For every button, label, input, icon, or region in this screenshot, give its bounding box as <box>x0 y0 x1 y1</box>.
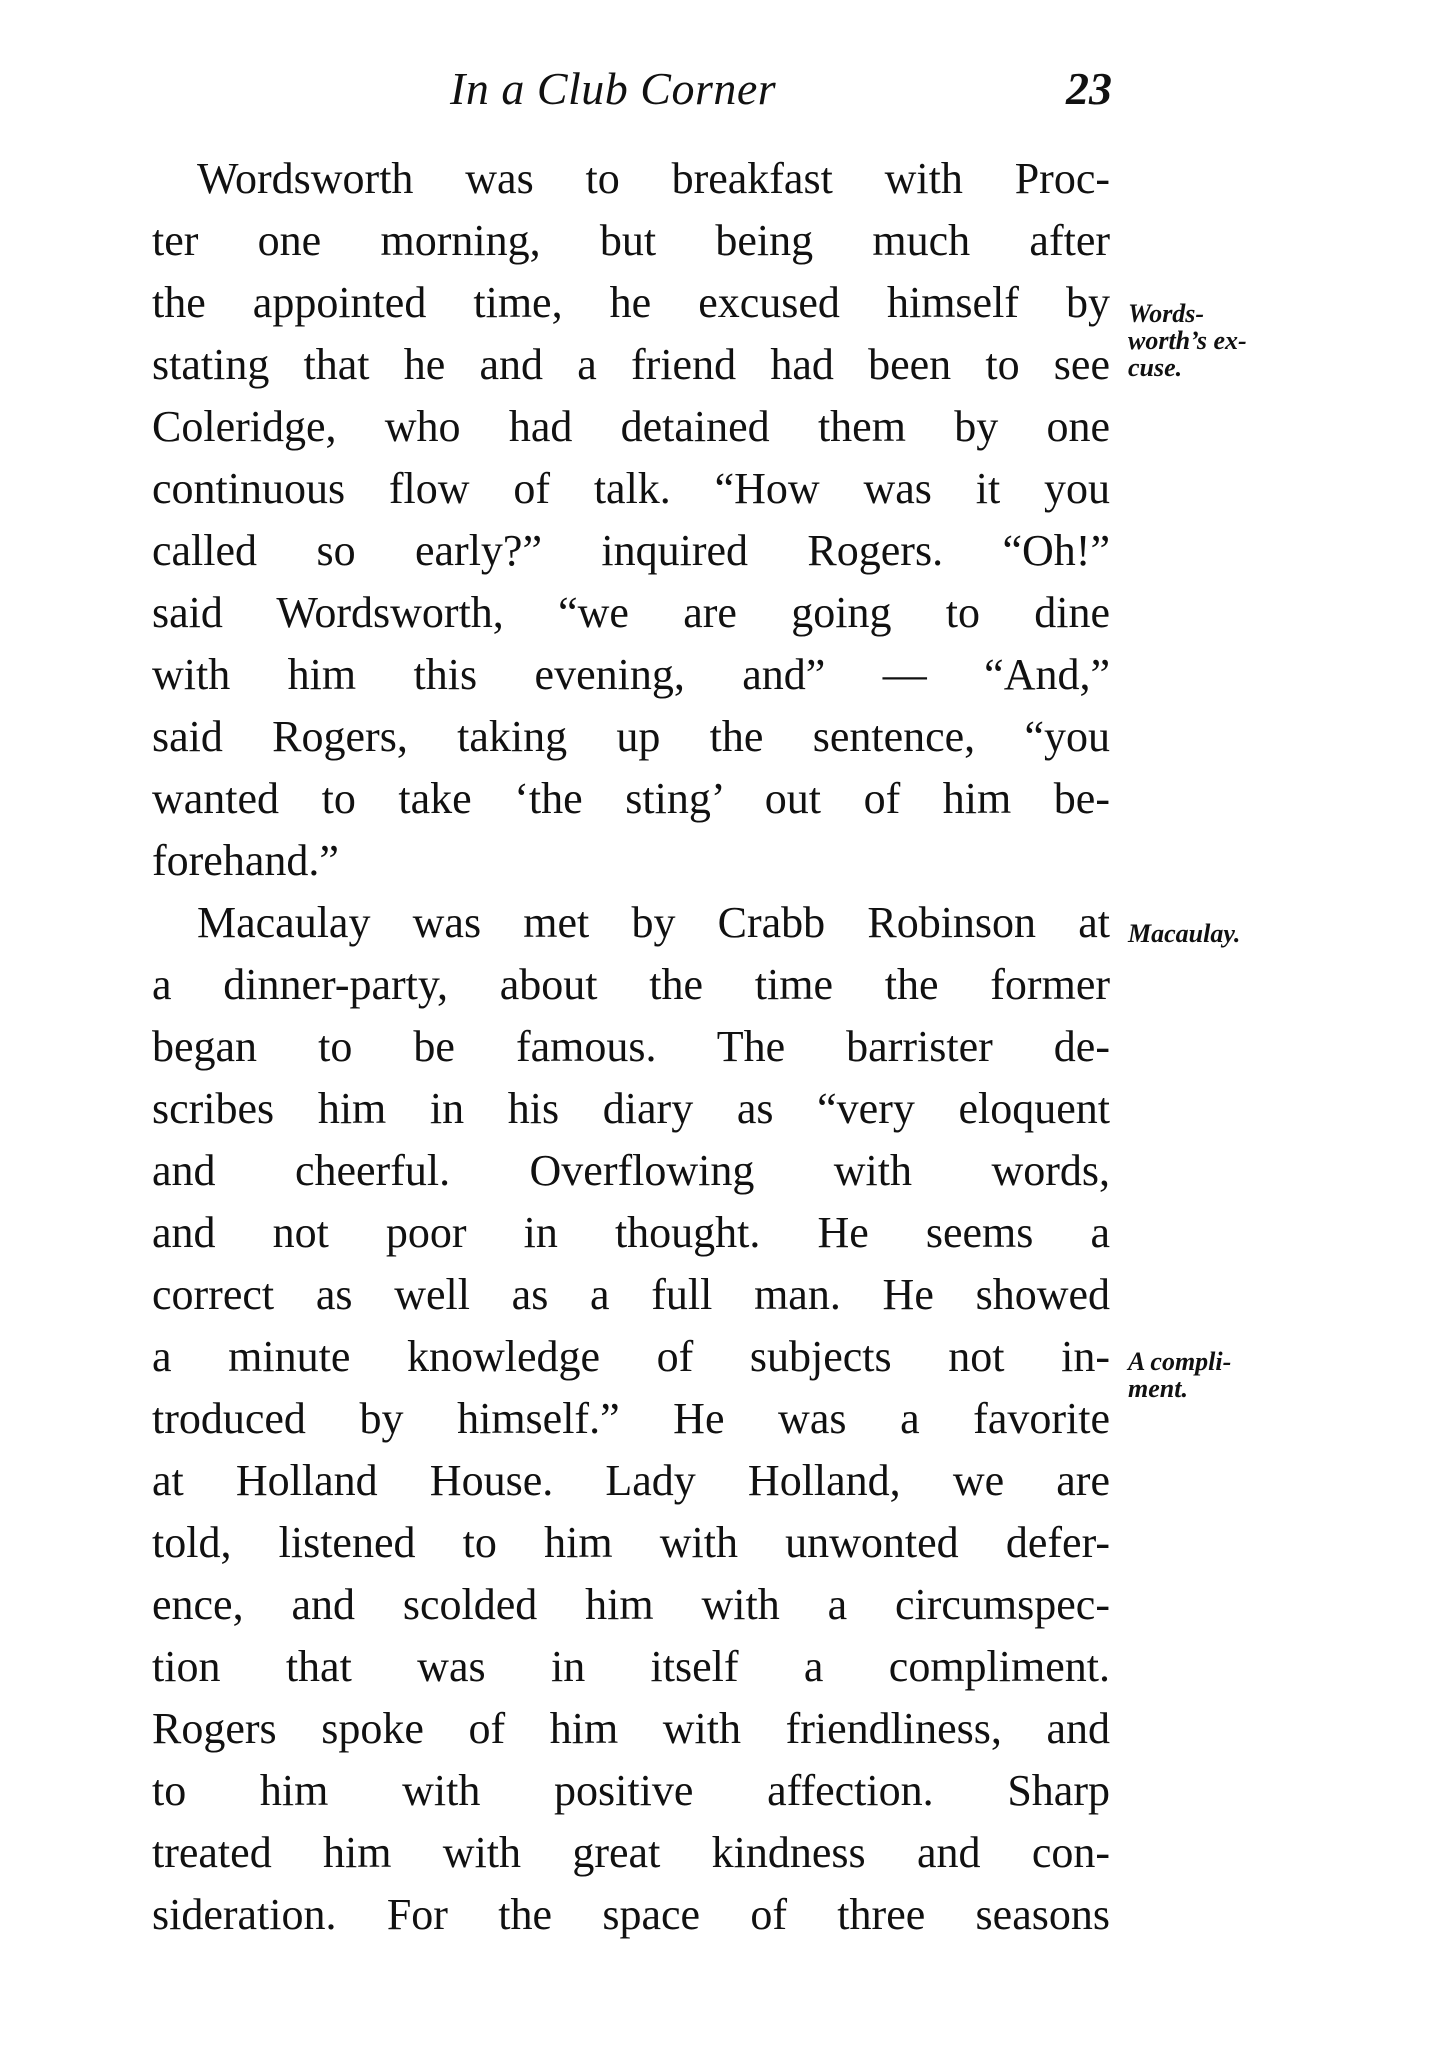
text-line: ence, and scolded him with a circumspec- <box>152 1580 1110 1629</box>
margin-note-compliment <box>1128 1348 1231 1402</box>
text-line: continuous flow of talk. “How was it you <box>152 464 1110 513</box>
text-line: forehand.” <box>152 836 339 885</box>
running-head-title: In a Club Corner <box>450 63 777 114</box>
body-text <box>152 148 1110 1946</box>
text-line: sideration. For the space of three seasons <box>152 1890 1110 1939</box>
text-line: called so early?” inquired Rogers. “Oh!” <box>152 526 1110 575</box>
text-line: stating that he and a friend had been to see <box>152 340 1110 389</box>
margin-note-line: Macaulay. <box>1128 919 1241 948</box>
margin-note-line: Words- <box>1128 299 1205 328</box>
text-line: Macaulay was met by Crabb Robinson at <box>197 898 1110 947</box>
margin-note-line: cuse. <box>1128 353 1183 382</box>
text-line: the appointed time, he excused himself by <box>152 278 1110 327</box>
text-line: tion that was in itself a compliment. <box>152 1642 1110 1691</box>
page-number: 23 <box>1066 63 1112 114</box>
margin-note-wordsworth <box>1128 300 1247 381</box>
text-line: said Rogers, taking up the sentence, “you <box>152 712 1110 761</box>
text-line: with him this evening, and” — “And,” <box>152 650 1110 699</box>
text-line: correct as well as a full man. He showed <box>152 1270 1110 1319</box>
margin-note-line: ment. <box>1128 1374 1188 1403</box>
margin-note-line: worth’s ex- <box>1128 326 1247 355</box>
text-line: Rogers spoke of him with friendliness, and <box>152 1704 1110 1753</box>
text-line: at Holland House. Lady Holland, we are <box>152 1456 1110 1505</box>
text-line: treated him with great kindness and con- <box>152 1828 1110 1877</box>
text-line: troduced by himself.” He was a favorite <box>152 1394 1110 1443</box>
text-line: scribes him in his diary as “very eloquent <box>152 1084 1110 1133</box>
text-line: wanted to take ‘the sting’ out of him be- <box>152 774 1110 823</box>
text-line: told, listened to him with unwonted defer- <box>152 1518 1110 1567</box>
text-line: a minute knowledge of subjects not in- <box>152 1332 1110 1381</box>
text-line: to him with positive affection. Sharp <box>152 1766 1110 1815</box>
text-line: a dinner-party, about the time the former <box>152 960 1110 1009</box>
text-line: Wordsworth was to breakfast with Proc- <box>197 154 1110 203</box>
margin-note-line: A compli- <box>1128 1347 1232 1376</box>
text-line: began to be famous. The barrister de- <box>152 1022 1110 1071</box>
text-line: and cheerful. Overflowing with words, <box>152 1146 1110 1195</box>
text-line: and not poor in thought. He seems a <box>152 1208 1110 1257</box>
text-line: ter one morning, but being much after <box>152 216 1110 265</box>
text-line: said Wordsworth, “we are going to dine <box>152 588 1110 637</box>
text-line: Coleridge, who had detained them by one <box>152 402 1110 451</box>
margin-note-macaulay <box>1128 920 1240 947</box>
